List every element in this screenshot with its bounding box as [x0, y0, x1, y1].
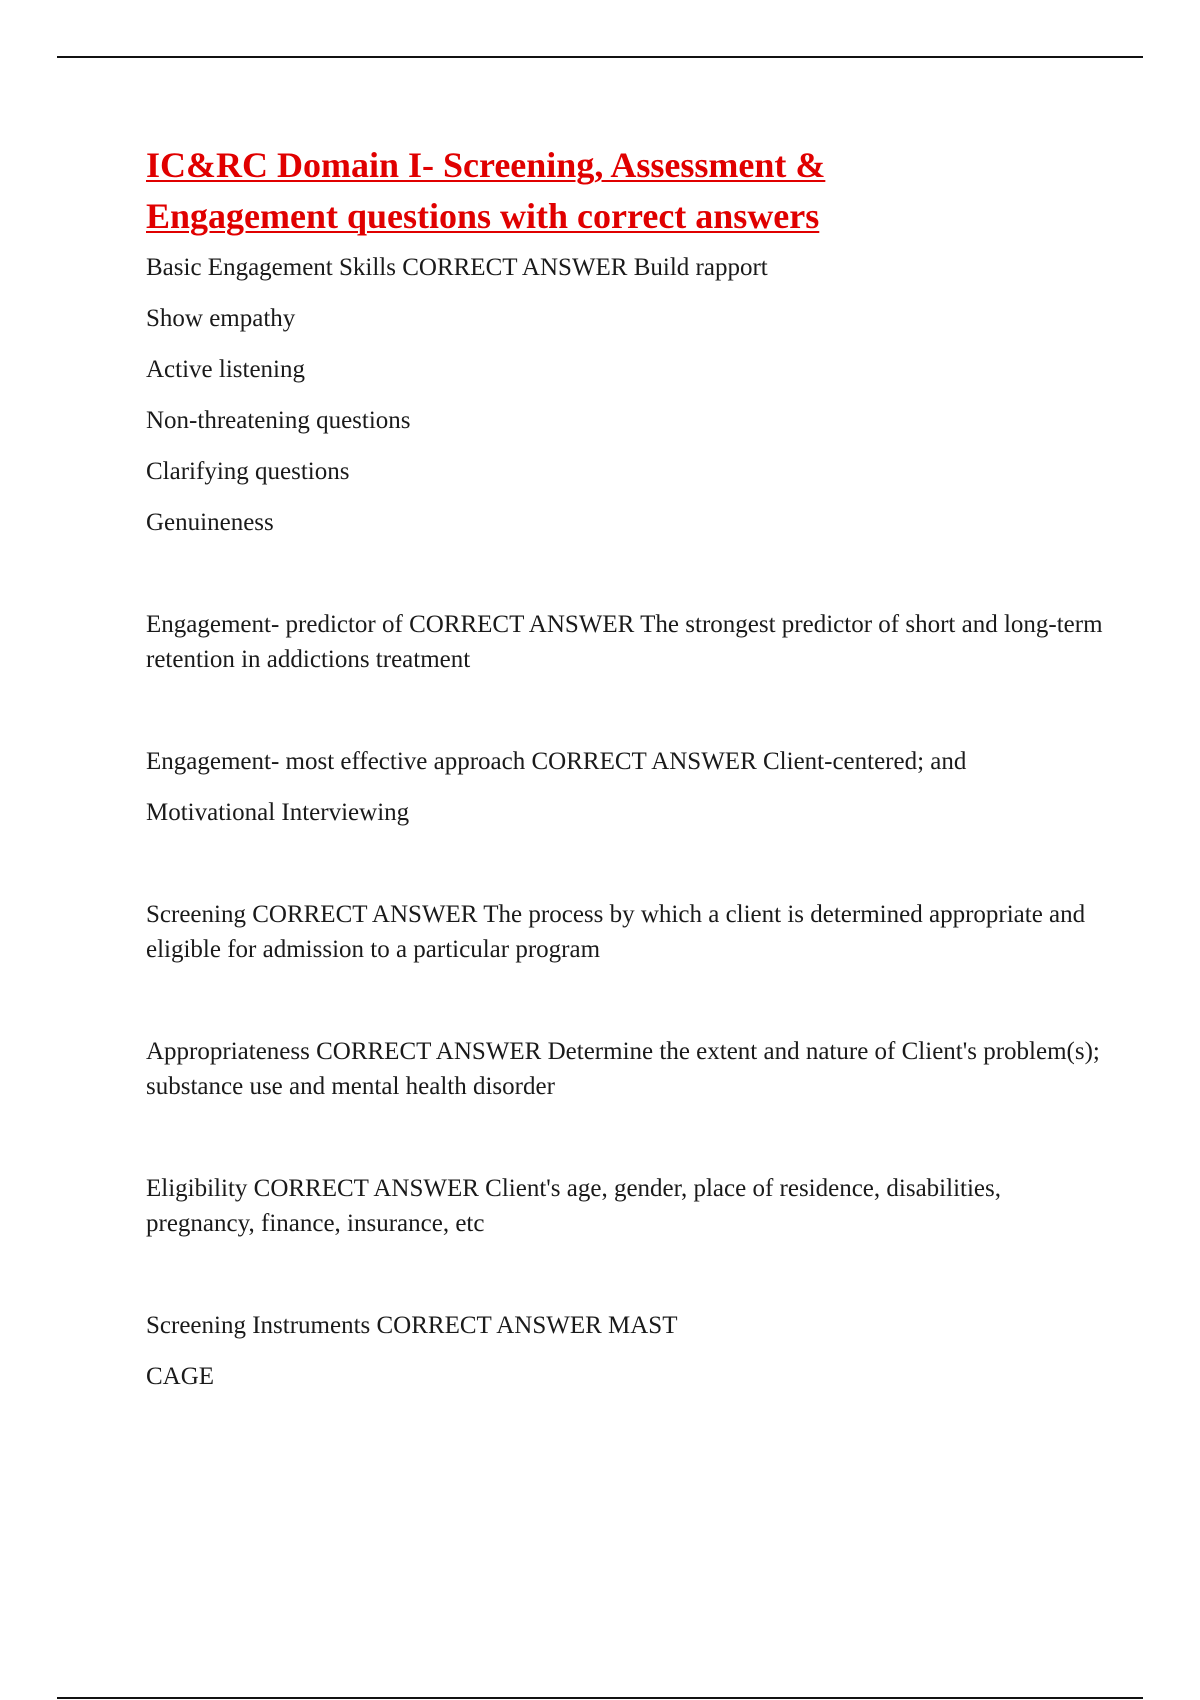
qa-item [146, 607, 1106, 677]
document-body [146, 140, 1106, 1394]
qa-text: Engagement- most effective approach CORRECT ANSWER Client-centered; and [146, 748, 967, 775]
qa-extra-line: Show empathy [146, 305, 296, 332]
qa-extra-line: Motivational Interviewing [146, 799, 410, 826]
qa-item [146, 1308, 1106, 1394]
qa-extra-line: Genuineness [146, 509, 274, 536]
qa-extra-line: Non-threatening questions [146, 407, 411, 434]
qa-extra-line: CAGE [146, 1363, 215, 1390]
qa-text: Screening Instruments CORRECT ANSWER MAST [146, 1312, 678, 1339]
qa-item [146, 250, 1106, 540]
qa-item [146, 1034, 1106, 1104]
title-line-2: Engagement questions with correct answers [146, 196, 820, 236]
qa-item [146, 744, 1106, 830]
qa-text: Screening CORRECT ANSWER The process by which a client is determined appropriate and eligible for admission to a particular program [146, 901, 1086, 963]
top-rule [57, 56, 1143, 58]
document-title [146, 140, 1106, 242]
qa-text: Basic Engagement Skills CORRECT ANSWER Build rapport [146, 254, 768, 281]
qa-text: Engagement- predictor of CORRECT ANSWER The strongest predictor of short and long-term retention in addictions treatment [146, 611, 1103, 673]
qa-item [146, 1171, 1106, 1241]
qa-text: Appropriateness CORRECT ANSWER Determine the extent and nature of Client's problem(s); substance use and mental health disorder [146, 1038, 1100, 1100]
qa-extra-line: Active listening [146, 356, 305, 383]
bottom-rule [57, 1697, 1143, 1699]
qa-list [146, 250, 1106, 1394]
title-line-1: IC&RC Domain I- Screening, Assessment & [146, 145, 826, 185]
qa-item [146, 897, 1106, 967]
qa-text: Eligibility CORRECT ANSWER Client's age, gender, place of residence, disabilities, pregnancy, finance, insurance, etc [146, 1175, 1001, 1237]
qa-extra-line: Clarifying questions [146, 458, 350, 485]
